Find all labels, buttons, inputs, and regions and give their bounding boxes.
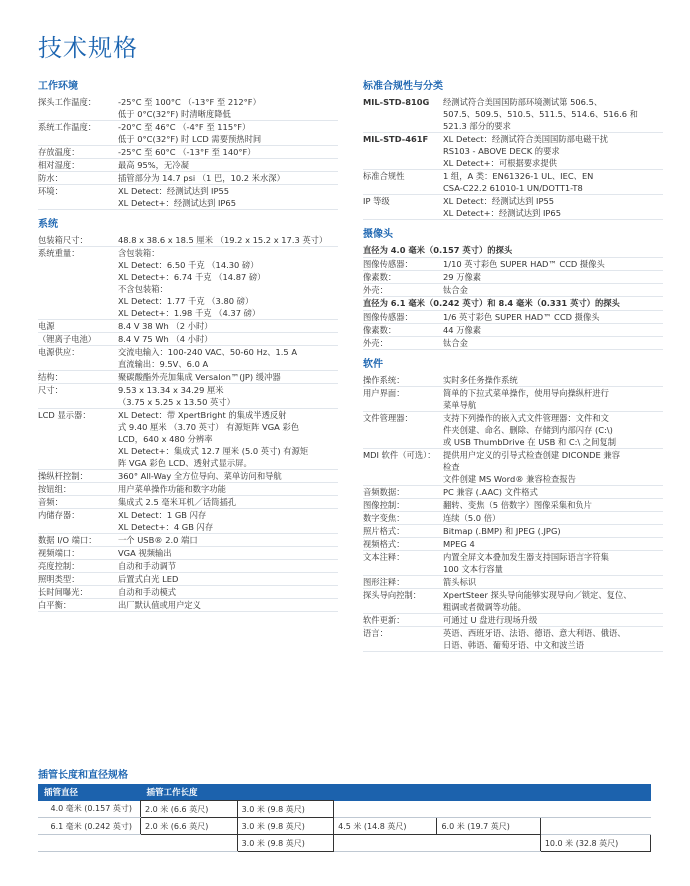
spec-value <box>118 320 338 332</box>
spec-row <box>38 234 338 247</box>
spec-row <box>38 247 338 320</box>
length-cell: 3.0 米 (9.8 英尺) <box>237 818 334 835</box>
spec-value <box>443 551 663 575</box>
spec-row <box>38 560 338 573</box>
spec-value-line: 菜单导航 <box>443 400 477 410</box>
spec-value-line: 最高 95%，无冷凝 <box>118 160 189 170</box>
spec-value <box>118 185 338 209</box>
spec-label: 探头导向控制： <box>363 590 422 600</box>
camera-4mm-list <box>363 258 663 297</box>
diameter-cell: 4.0 毫米 (0.157 英寸) <box>38 801 141 818</box>
spec-value <box>443 271 663 283</box>
table-row <box>38 801 651 818</box>
spec-label: 图形注释： <box>363 577 405 587</box>
spec-value-line: 507.5、509.5、510.5、511.5、514.6、516.6 和 <box>443 109 638 119</box>
length-cell: 2.0 米 (6.6 英尺) <box>141 818 238 835</box>
spec-row <box>38 333 338 346</box>
spec-value <box>118 146 338 158</box>
spec-value <box>443 337 663 349</box>
spec-value-line: 日语、韩语、葡萄牙语、中文和波兰语 <box>443 640 585 650</box>
spec-value-line: 翻转、变焦（5 倍数字）图像采集和负片 <box>443 500 592 510</box>
spec-row <box>38 547 338 560</box>
spec-value-line: 连续（5.0 倍） <box>443 513 501 523</box>
spec-value-line: 低于 0°C(32°F) 时清晰度降低 <box>118 109 231 119</box>
spec-label: 音频数据： <box>363 487 405 497</box>
spec-value-line: 集成式 2.5 毫米耳机／话筒插孔 <box>118 497 237 507</box>
spec-value <box>443 627 663 651</box>
spec-value <box>118 409 338 469</box>
spec-value-line: -20°C 至 46°C （-4°F 至 115°F） <box>118 122 251 132</box>
spec-value-line: 插管部分为 14.7 psi （1 巴，10.2 米水深） <box>118 173 285 183</box>
spec-value <box>118 371 338 383</box>
length-cell: 4.5 米 (14.8 英尺) <box>334 818 437 835</box>
spec-value <box>443 170 663 194</box>
spec-row <box>38 121 338 146</box>
spec-label: 电源 <box>38 321 55 331</box>
spec-label: 像素数： <box>363 325 397 335</box>
spec-row <box>38 346 338 371</box>
spec-row <box>363 499 663 512</box>
length-cell: 3.0 米 (9.8 英尺) <box>237 835 334 852</box>
spec-value-line: 360° All-Way 全方位导向、菜单访问和导航 <box>118 471 282 481</box>
spec-value-line: XL Detect+：1.98 千克 （4.37 磅） <box>118 308 261 318</box>
spec-value-line: 自动和手动模式 <box>118 587 177 597</box>
spec-label: 像素数： <box>363 272 397 282</box>
spec-value-line: 1 组，A 类：EN61326-1 UL、IEC、EN <box>443 171 594 181</box>
spec-value-line: 提供用户定义的引导式检查创建 DICONDE 兼容 <box>443 450 621 460</box>
spec-value-line: -25°C 至 60°C （-13°F 至 140°F） <box>118 147 256 157</box>
spec-value-line: 粗调或者微调等功能。 <box>443 602 526 612</box>
spec-value-line: 箭头标识 <box>443 577 477 587</box>
spec-row <box>38 172 338 185</box>
spec-label: 探头工作温度： <box>38 97 97 107</box>
spec-label: 操纵杆控制： <box>38 471 88 481</box>
spec-row <box>363 576 663 589</box>
insertion-table-body <box>38 801 651 852</box>
spec-value-line: PC 兼容 (.AAC) 文件格式 <box>443 487 538 497</box>
spec-label: 操作系统： <box>363 375 405 385</box>
spec-label: 照明类型： <box>38 574 80 584</box>
spec-label: MDI 软件（可选）： <box>363 450 436 460</box>
spec-label: 文件管理器： <box>363 413 413 423</box>
spec-value <box>118 159 338 171</box>
spec-value <box>443 449 663 485</box>
right-column <box>363 80 663 652</box>
spec-value <box>443 387 663 411</box>
insertion-length-table <box>38 784 651 852</box>
table-row <box>38 835 651 852</box>
spec-label: 尺寸： <box>38 385 63 395</box>
spec-value <box>118 247 338 319</box>
spec-label: 存放温度： <box>38 147 80 157</box>
spec-value-line: 用户菜单操作功能和数字功能 <box>118 484 226 494</box>
software-list <box>363 374 663 652</box>
spec-value-line: XL Detect：1 GB 闪存 <box>118 510 207 520</box>
spec-value <box>118 96 338 120</box>
spec-label: LCD 显示器： <box>38 410 91 420</box>
spec-label: MIL-STD-461F <box>363 134 429 144</box>
spec-row <box>363 324 663 337</box>
spec-label: 标准合规性 <box>363 171 405 181</box>
spec-label: 数据 I/O 端口： <box>38 535 97 545</box>
spec-row <box>38 509 338 534</box>
spec-label: 用户界面： <box>363 388 405 398</box>
length-cell: 3.0 米 (9.8 英尺) <box>237 801 334 818</box>
spec-value-line: 或 USB ThumbDrive 在 USB 和 C:\ 之间复制 <box>443 437 617 447</box>
spec-value <box>443 576 663 588</box>
spec-value-line: MPEG 4 <box>443 539 475 549</box>
spec-value-line: 钛合金 <box>443 338 468 348</box>
spec-label: 按钮组： <box>38 484 72 494</box>
spec-value-line: 可通过 U 盘进行现场升级 <box>443 615 538 625</box>
spec-value <box>118 573 338 585</box>
spec-value-line: XL Detect：经测试达到 IP55 <box>443 196 555 206</box>
spec-label: 防水： <box>38 173 63 183</box>
spec-label: 语言： <box>363 628 388 638</box>
spec-row <box>38 159 338 172</box>
spec-row <box>363 337 663 350</box>
spec-value <box>443 412 663 448</box>
spec-label: 环境： <box>38 186 63 196</box>
spec-value-line: XL Detect：6.50 千克 （14.30 磅） <box>118 260 259 270</box>
spec-value-line: 29 万像素 <box>443 272 482 282</box>
length-cell <box>141 835 238 852</box>
spec-label: 内储存器： <box>38 510 80 520</box>
spec-label: IP 等级 <box>363 196 390 206</box>
spec-label: 图像控制： <box>363 500 405 510</box>
length-cell <box>334 835 437 852</box>
spec-label: 数字变焦： <box>363 513 405 523</box>
spec-label: 长时间曝光： <box>38 587 88 597</box>
spec-row <box>363 627 663 652</box>
spec-value-line: 自动和手动调节 <box>118 561 177 571</box>
diameter-cell: 6.1 毫米 (0.242 英寸) <box>38 818 141 835</box>
spec-value-line: 经测试符合美国国防部环境测试第 506.5、 <box>443 97 603 107</box>
spec-value-line: 1/6 英寸彩色 SUPER HAD™ CCD 摄像头 <box>443 312 600 322</box>
spec-value-line: XL Detect+：4 GB 闪存 <box>118 522 214 532</box>
spec-row <box>363 374 663 387</box>
spec-value-line: 8.4 V 75 Wh （4 小时） <box>118 334 213 344</box>
spec-label: 外壳： <box>363 338 388 348</box>
spec-value-line: 后置式白光 LED <box>118 574 179 584</box>
spec-row <box>38 185 338 210</box>
system-list <box>38 234 338 612</box>
spec-row <box>363 551 663 576</box>
spec-value-line: 1/10 英寸彩色 SUPER HAD™ CCD 摄像头 <box>443 259 605 269</box>
spec-value-line: CSA-C22.2 61010-1 UN/DOTT1-T8 <box>443 183 583 193</box>
spec-row <box>38 384 338 409</box>
spec-row <box>38 96 338 121</box>
spec-label: 外壳： <box>363 285 388 295</box>
spec-value-line: 低于 0°C(32°F) 时 LCD 需要预热时间 <box>118 134 262 144</box>
spec-value <box>443 486 663 498</box>
spec-value <box>443 525 663 537</box>
spec-value <box>118 172 338 184</box>
spec-row <box>363 538 663 551</box>
length-cell <box>540 801 650 818</box>
length-cell: 6.0 米 (19.7 英尺) <box>437 818 540 835</box>
spec-value-line: 44 万像素 <box>443 325 482 335</box>
header-length: 插管工作长度 <box>141 784 651 801</box>
spec-row <box>38 586 338 599</box>
left-column <box>38 80 338 612</box>
spec-value <box>118 483 338 495</box>
spec-value-line: 521.3 部分的要求 <box>443 121 511 131</box>
spec-value <box>443 96 663 132</box>
spec-value <box>118 599 338 611</box>
spec-label: 视频格式： <box>363 539 405 549</box>
spec-label: 电源供应： <box>38 347 80 357</box>
spec-value-line: XL Detect+：集成式 12.7 厘米 (5.0 英寸) 有源矩 <box>118 446 309 456</box>
spec-label: 音频： <box>38 497 63 507</box>
spec-value-line: 钛合金 <box>443 285 468 295</box>
spec-value <box>118 586 338 598</box>
spec-label: 白平衡： <box>38 600 72 610</box>
standards-list <box>363 96 663 170</box>
spec-value <box>118 547 338 559</box>
spec-value-line: 9.53 x 13.34 x 34.29 厘米 <box>118 385 224 395</box>
spec-row <box>38 573 338 586</box>
diameter-cell <box>38 835 141 852</box>
spec-value-line: 100 文本行容量 <box>443 564 503 574</box>
spec-value-line: 式 9.40 厘米 （3.70 英寸） 有源矩阵 VGA 彩色 <box>118 422 300 432</box>
spec-row <box>38 146 338 159</box>
spec-value-line: 文件创建 MS Word® 兼容检查报告 <box>443 474 576 484</box>
spec-value <box>443 258 663 270</box>
length-cell <box>540 818 650 835</box>
standards-list-2 <box>363 170 663 220</box>
spec-value <box>118 121 338 145</box>
spec-value-line: XpertSteer 探头导向能够实现导向／锁定、复位、 <box>443 590 632 600</box>
spec-value-line: 聚碳酸酯外壳加集成 Versalon™(JP) 缓冲器 <box>118 372 281 382</box>
spec-value-line: XL Detect+：可根据要求提供 <box>443 158 557 168</box>
spec-value-line: 含包装箱： <box>118 248 160 258</box>
spec-row <box>38 470 338 483</box>
spec-label: 亮度控制： <box>38 561 80 571</box>
spec-value-line: 英语、西班牙语、法语、德语、意大利语、俄语、 <box>443 628 626 638</box>
spec-value <box>443 512 663 524</box>
spec-value <box>443 133 663 169</box>
spec-value <box>118 560 338 572</box>
spec-value <box>118 234 338 246</box>
spec-value-line: 不含包装箱： <box>118 284 168 294</box>
spec-row <box>38 320 338 333</box>
spec-value-line: XL Detect：1.77 千克 （3.80 磅） <box>118 296 254 306</box>
spec-value <box>443 324 663 336</box>
environment-list <box>38 96 338 210</box>
spec-row <box>363 311 663 324</box>
spec-row <box>38 599 338 612</box>
spec-value <box>118 333 338 345</box>
spec-value-line: XL Detect+：经测试达到 IP65 <box>118 198 236 208</box>
spec-value-line: 一个 USB® 2.0 端口 <box>118 535 198 545</box>
insertion-table-title: 插管长度和直径规格 <box>38 770 128 781</box>
section-title-software: 软件 <box>363 359 383 370</box>
spec-label: （锂离子电池） <box>38 334 97 344</box>
spec-value <box>118 384 338 408</box>
spec-value <box>118 509 338 533</box>
spec-row <box>363 133 663 170</box>
spec-value-line: Bitmap (.BMP) 和 JPEG (.JPG) <box>443 526 561 536</box>
spec-value <box>118 346 338 370</box>
spec-value-line: 阵 VGA 彩色 LCD、透射式显示屏。 <box>118 458 252 468</box>
spec-value-line: 直流输出：9.5V、6.0 A <box>118 359 209 369</box>
spec-value-line: RS103 - ABOVE DECK 的要求 <box>443 146 560 156</box>
section-title-environment: 工作环境 <box>38 81 78 92</box>
spec-value-line: XL Detect：带 XpertBright 的集成半透反射 <box>118 410 287 420</box>
spec-value-line: 简单的下拉式菜单操作，使用导向操纵杆进行 <box>443 388 609 398</box>
spec-value <box>118 496 338 508</box>
spec-label: 结构： <box>38 372 63 382</box>
spec-value <box>118 534 338 546</box>
spec-row <box>363 449 663 486</box>
spec-value-line: 检查 <box>443 462 460 472</box>
spec-value <box>443 374 663 386</box>
spec-row <box>363 170 663 195</box>
spec-value-line: XL Detect：经测试符合美国国防部电磁干扰 <box>443 134 609 144</box>
spec-value <box>443 538 663 550</box>
page-title: 技术规格 <box>38 34 138 62</box>
spec-value <box>443 311 663 323</box>
camera-6mm-list <box>363 311 663 350</box>
section-title-standards: 标准合规性与分类 <box>363 81 443 92</box>
spec-row <box>363 512 663 525</box>
spec-label: 文本注释： <box>363 552 405 562</box>
header-diameter: 插管直径 <box>38 784 141 801</box>
spec-row <box>363 195 663 220</box>
spec-row <box>363 589 663 614</box>
spec-value-line: XL Detect：经测试达到 IP55 <box>118 186 230 196</box>
spec-value-line: 支持下列操作的嵌入式文件管理器：文件和文 <box>443 413 609 423</box>
spec-row <box>38 496 338 509</box>
spec-value-line: XL Detect+：经测试达到 IP65 <box>443 208 561 218</box>
spec-label: 相对湿度： <box>38 160 80 170</box>
spec-value-line: -25°C 至 100°C （-13°F 至 212°F） <box>118 97 261 107</box>
spec-row <box>363 271 663 284</box>
spec-row <box>363 412 663 449</box>
length-cell <box>334 801 437 818</box>
length-cell <box>437 801 540 818</box>
spec-row <box>363 258 663 271</box>
spec-row <box>363 387 663 412</box>
spec-row <box>38 371 338 384</box>
spec-label: 系统工作温度： <box>38 122 97 132</box>
spec-value <box>443 284 663 296</box>
spec-label: 软件更新： <box>363 615 405 625</box>
spec-row <box>363 486 663 499</box>
spec-row <box>38 534 338 547</box>
spec-label: 图像传感器： <box>363 259 413 269</box>
spec-value <box>118 470 338 482</box>
spec-value <box>443 614 663 626</box>
spec-value <box>443 589 663 613</box>
spec-label: 包装箱尺寸： <box>38 235 88 245</box>
spec-label: 系统重量： <box>38 248 80 258</box>
length-cell: 10.0 米 (32.8 英尺) <box>540 835 650 852</box>
spec-row <box>38 483 338 496</box>
camera-probe-6mm-heading: 直径为 6.1 毫米（0.242 英寸）和 8.4 毫米（0.331 英寸）的探头 <box>363 297 663 311</box>
spec-label: 图像传感器： <box>363 312 413 322</box>
spec-value-line: XL Detect+：6.74 千克 （14.87 磅） <box>118 272 266 282</box>
spec-row <box>363 96 663 133</box>
spec-label: MIL-STD-810G <box>363 97 430 107</box>
section-title-system: 系统 <box>38 219 58 230</box>
section-title-camera: 摄像头 <box>363 229 393 240</box>
spec-value-line: （3.75 x 5.25 x 13.50 英寸） <box>118 397 235 407</box>
spec-value-line: LCD，640 x 480 分辨率 <box>118 434 213 444</box>
spec-row <box>363 525 663 538</box>
spec-row <box>38 409 338 470</box>
spec-label: 视频端口： <box>38 548 80 558</box>
spec-value-line: 出厂默认值或用户定义 <box>118 600 201 610</box>
camera-probe-4mm-heading: 直径为 4.0 毫米（0.157 英寸）的探头 <box>363 244 663 258</box>
spec-value-line: 48.8 x 38.6 x 18.5 厘米 （19.2 x 15.2 x 17.3 英寸） <box>118 235 328 245</box>
length-cell: 2.0 米 (6.6 英尺) <box>141 801 238 818</box>
spec-row <box>363 614 663 627</box>
spec-label: 照片格式： <box>363 526 405 536</box>
spec-value-line: 交流电输入：100-240 VAC、50-60 Hz、1.5 A <box>118 347 297 357</box>
spec-value-line: 实时多任务操作系统 <box>443 375 518 385</box>
spec-value-line: 8.4 V 38 Wh （2 小时） <box>118 321 213 331</box>
length-cell <box>437 835 540 852</box>
spec-value-line: 内置全屏文本叠加发生器支持国际语言字符集 <box>443 552 609 562</box>
spec-row <box>363 284 663 297</box>
spec-value-line: 件夹创建、命名、删除、存储到内部闪存 (C:\) <box>443 425 613 435</box>
spec-value <box>443 195 663 219</box>
table-row <box>38 818 651 835</box>
spec-value-line: VGA 视频输出 <box>118 548 172 558</box>
spec-value <box>443 499 663 511</box>
